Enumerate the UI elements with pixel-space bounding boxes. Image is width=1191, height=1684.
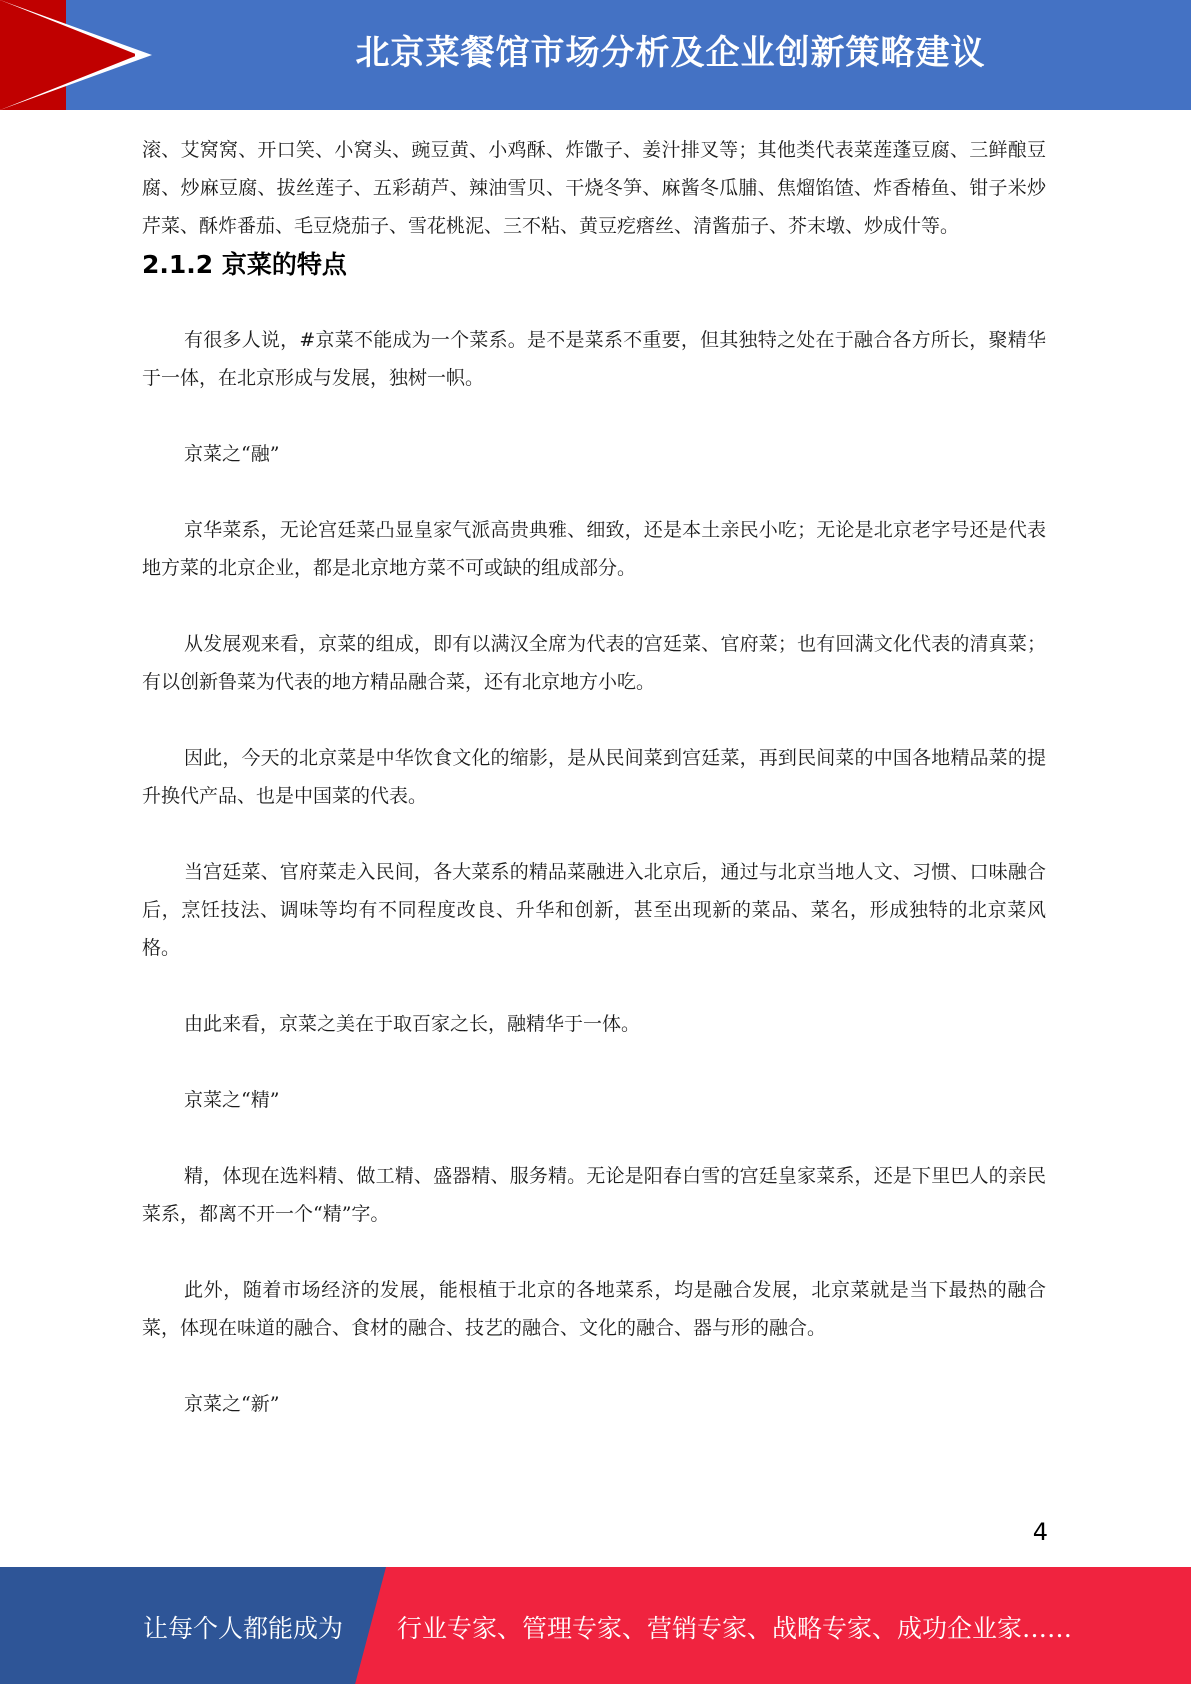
- paragraph: 有很多人说，#京菜不能成为一个菜系。是不是菜系不重要，但其独特之处在于融合各方所长，聚精华于一体，在北京形成与发展，独树一帜。: [142, 329, 1046, 389]
- section-heading: 2.1.2 京菜的特点: [142, 250, 347, 279]
- page-number: 4: [1032, 1518, 1048, 1546]
- subheading-xin: 京菜之“新”: [184, 1393, 280, 1415]
- paragraph: 京华菜系，无论宫廷菜凸显皇家气派高贵典雅、细致，还是本土亲民小吃；无论是北京老字号还是代表地方菜的北京企业，都是北京地方菜不可或缺的组成部分。: [142, 519, 1046, 579]
- header-arrow-red: [0, 0, 135, 110]
- page-header: [0, 0, 1191, 110]
- subheading-jing: 京菜之“精”: [184, 1089, 280, 1111]
- paragraph: 由此来看，京菜之美在于取百家之长，融精华于一体。: [184, 1013, 641, 1035]
- paragraph: 因此，今天的北京菜是中华饮食文化的缩影，是从民间菜到宫廷菜，再到民间菜的中国各地精品菜的提升换代产品、也是中国菜的代表。: [142, 747, 1046, 807]
- paragraph: 从发展观来看，京菜的组成，即有以满汉全席为代表的宫廷菜、官府菜；也有回满文化代表的清真菜；有以创新鲁菜为代表的地方精品融合菜，还有北京地方小吃。: [142, 633, 1046, 693]
- paragraph: 当宫廷菜、官府菜走入民间，各大菜系的精品菜融进入北京后，通过与北京当地人文、习惯、口味融合后，烹饪技法、调味等均有不同程度改良、升华和创新，甚至出现新的菜品、菜名，形成独特的北京菜风格。: [142, 861, 1046, 959]
- page-content: [142, 131, 1046, 1423]
- footer-slogan-left: 让每个人都能成为: [143, 1614, 344, 1643]
- page-footer: [0, 1567, 1191, 1684]
- paragraph: 精，体现在选料精、做工精、盛器精、服务精。无论是阳春白雪的宫廷皇家菜系，还是下里巴人的亲民菜系，都离不开一个“精”字。: [142, 1165, 1046, 1225]
- footer-slogan-right: 行业专家、管理专家、营销专家、战略专家、成功企业家……: [397, 1614, 1073, 1643]
- subheading-rong: 京菜之“融”: [184, 443, 280, 465]
- paragraph: 此外，随着市场经济的发展，能根植于北京的各地菜系，均是融合发展，北京菜就是当下最热的融合菜，体现在味道的融合、食材的融合、技艺的融合、文化的融合、器与形的融合。: [142, 1279, 1046, 1339]
- intro-paragraph: 滚、艾窝窝、开口笑、小窝头、豌豆黄、小鸡酥、炸馓子、姜汁排叉等；其他类代表菜莲蓬豆腐、三鲜酿豆腐、炒麻豆腐、拔丝莲子、五彩葫芦、辣油雪贝、干烧冬笋、麻酱冬瓜脯、焦熘馅馇、炸香椿鱼、钳子米炒芹菜、酥炸番茄、毛豆烧茄子、雪花桃泥、三不粘、黄豆疙瘩丝、清酱茄子、芥末墩、炒成什等。: [142, 139, 1046, 237]
- document-title: 北京菜餐馆市场分析及企业创新策略建议: [355, 33, 986, 73]
